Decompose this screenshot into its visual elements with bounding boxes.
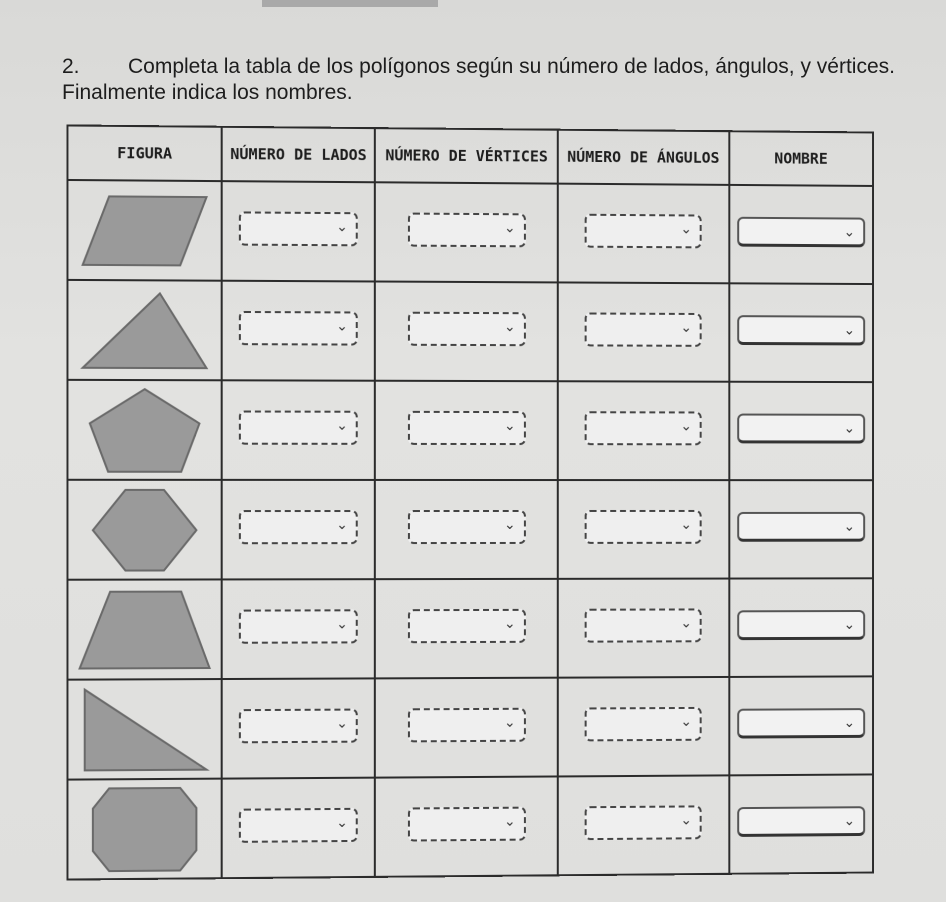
polygon-table bbox=[66, 124, 874, 880]
nombre-cell bbox=[729, 480, 873, 578]
angulos-dropdown[interactable] bbox=[585, 411, 702, 445]
nombre-dropdown[interactable] bbox=[737, 315, 865, 345]
header-nombre: NOMBRE bbox=[729, 131, 873, 186]
vertices-cell bbox=[375, 281, 557, 381]
angulos-dropdown[interactable] bbox=[585, 510, 702, 544]
vertices-dropdown[interactable] bbox=[408, 510, 526, 544]
chevron-down-icon: ⌄ bbox=[503, 615, 516, 632]
table-row bbox=[67, 578, 873, 679]
figure-cell bbox=[67, 180, 221, 281]
vertices-dropdown[interactable] bbox=[408, 708, 526, 743]
angulos-cell bbox=[558, 381, 729, 480]
figure-cell bbox=[67, 779, 221, 880]
vertices-cell bbox=[375, 182, 557, 282]
instruction-text bbox=[62, 54, 932, 106]
nombre-cell bbox=[729, 676, 873, 775]
figure-cell bbox=[67, 480, 221, 580]
chevron-down-icon: ⌄ bbox=[503, 319, 516, 336]
vertices-cell bbox=[375, 381, 557, 480]
header-lados: NÚMERO DE LADOS bbox=[222, 127, 376, 182]
octagon-icon bbox=[89, 783, 201, 875]
nombre-dropdown[interactable] bbox=[737, 708, 865, 738]
vertices-dropdown[interactable] bbox=[408, 411, 526, 445]
chevron-down-icon: ⌄ bbox=[680, 615, 693, 632]
nombre-dropdown[interactable] bbox=[737, 610, 865, 640]
lados-dropdown[interactable] bbox=[239, 211, 358, 246]
chevron-down-icon: ⌄ bbox=[843, 322, 856, 339]
header-figura: FIGURA bbox=[67, 125, 221, 181]
angulos-cell bbox=[558, 775, 729, 875]
nombre-cell bbox=[729, 382, 873, 480]
figure-cell bbox=[67, 579, 221, 679]
chevron-down-icon: ⌄ bbox=[843, 224, 856, 241]
figure-cell bbox=[67, 679, 221, 780]
vertices-cell bbox=[375, 678, 557, 778]
chevron-down-icon: ⌄ bbox=[680, 713, 693, 730]
lados-dropdown[interactable] bbox=[239, 311, 358, 346]
chevron-down-icon: ⌄ bbox=[843, 715, 856, 732]
angulos-dropdown[interactable] bbox=[585, 214, 702, 249]
nombre-dropdown[interactable] bbox=[737, 806, 865, 837]
chevron-down-icon: ⌄ bbox=[843, 420, 856, 437]
chevron-down-icon: ⌄ bbox=[336, 715, 348, 732]
lados-cell bbox=[222, 480, 376, 580]
lados-cell bbox=[222, 778, 376, 879]
figure-cell bbox=[67, 380, 221, 480]
header-angulos: NÚMERO DE ÁNGULOS bbox=[558, 130, 729, 185]
chevron-down-icon: ⌄ bbox=[503, 516, 516, 533]
lados-dropdown[interactable] bbox=[239, 410, 358, 444]
question-text: Completa la tabla de los polígonos según su número de lados, ángulos, y vértices. Finalmente indica los nombres. bbox=[62, 55, 895, 104]
chevron-down-icon: ⌄ bbox=[503, 220, 516, 237]
chevron-down-icon: ⌄ bbox=[503, 813, 516, 830]
angulos-cell bbox=[558, 579, 729, 678]
lados-dropdown[interactable] bbox=[239, 609, 358, 643]
chevron-down-icon: ⌄ bbox=[336, 417, 348, 434]
header-vertices: NÚMERO DE VÉRTICES bbox=[375, 128, 557, 183]
lados-dropdown[interactable] bbox=[239, 709, 358, 744]
chevron-down-icon: ⌄ bbox=[843, 616, 856, 633]
angulos-cell bbox=[558, 677, 729, 777]
vertices-dropdown[interactable] bbox=[408, 609, 526, 643]
chevron-down-icon: ⌄ bbox=[843, 813, 856, 830]
angulos-dropdown[interactable] bbox=[585, 312, 702, 346]
table-row bbox=[67, 676, 873, 779]
hexagon-icon bbox=[89, 485, 201, 574]
lados-cell bbox=[222, 579, 376, 679]
figure-cell bbox=[67, 280, 221, 380]
triangle-icon bbox=[79, 289, 211, 372]
chevron-down-icon: ⌄ bbox=[680, 812, 693, 829]
table-header-row bbox=[67, 125, 873, 186]
chevron-down-icon: ⌄ bbox=[680, 319, 693, 336]
chevron-down-icon: ⌄ bbox=[843, 518, 856, 535]
chevron-down-icon: ⌄ bbox=[336, 616, 348, 633]
pentagon-icon bbox=[84, 384, 206, 475]
nombre-dropdown[interactable] bbox=[737, 217, 865, 248]
chevron-down-icon: ⌄ bbox=[680, 221, 693, 238]
vertices-dropdown[interactable] bbox=[408, 807, 526, 842]
vertices-cell bbox=[375, 776, 557, 876]
lados-cell bbox=[222, 181, 376, 281]
angulos-cell bbox=[558, 480, 729, 579]
nombre-cell bbox=[729, 283, 873, 382]
lados-cell bbox=[222, 678, 376, 778]
chevron-down-icon: ⌄ bbox=[680, 516, 693, 533]
nombre-cell bbox=[729, 774, 873, 873]
vertices-cell bbox=[375, 579, 557, 679]
lados-dropdown[interactable] bbox=[239, 510, 358, 544]
angulos-dropdown[interactable] bbox=[585, 805, 702, 840]
angulos-dropdown[interactable] bbox=[585, 707, 702, 741]
nombre-dropdown[interactable] bbox=[737, 512, 865, 542]
angulos-cell bbox=[558, 282, 729, 381]
vertices-dropdown[interactable] bbox=[408, 312, 526, 346]
vertices-cell bbox=[375, 480, 557, 579]
nombre-cell bbox=[729, 185, 873, 284]
chevron-down-icon: ⌄ bbox=[336, 219, 348, 236]
chevron-down-icon: ⌄ bbox=[503, 418, 516, 435]
lados-cell bbox=[222, 380, 376, 480]
table-row bbox=[67, 380, 873, 480]
nombre-cell bbox=[729, 578, 873, 677]
top-edge-strip bbox=[262, 0, 438, 7]
trapezoid-icon bbox=[76, 587, 214, 672]
right-triangle-icon bbox=[79, 685, 211, 774]
angulos-dropdown[interactable] bbox=[585, 608, 702, 642]
table-row bbox=[67, 180, 873, 284]
chevron-down-icon: ⌄ bbox=[336, 517, 348, 534]
chevron-down-icon: ⌄ bbox=[336, 318, 348, 335]
chevron-down-icon: ⌄ bbox=[336, 814, 348, 832]
nombre-dropdown[interactable] bbox=[737, 414, 865, 444]
table-row bbox=[67, 480, 873, 580]
table-row bbox=[67, 774, 873, 879]
chevron-down-icon: ⌄ bbox=[503, 714, 516, 731]
lados-dropdown[interactable] bbox=[239, 808, 358, 843]
angulos-cell bbox=[558, 184, 729, 284]
question-number: 2. bbox=[62, 55, 80, 78]
parallelogram-icon bbox=[79, 192, 211, 269]
chevron-down-icon: ⌄ bbox=[680, 418, 693, 435]
vertices-dropdown[interactable] bbox=[408, 213, 526, 248]
lados-cell bbox=[222, 281, 376, 381]
table-row bbox=[67, 280, 873, 382]
